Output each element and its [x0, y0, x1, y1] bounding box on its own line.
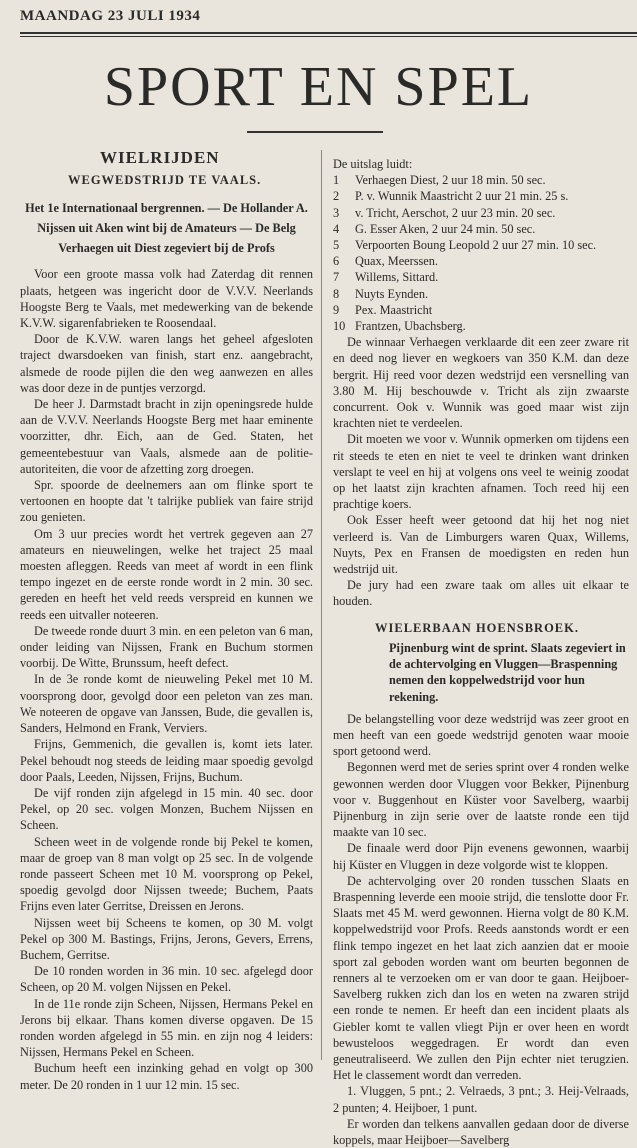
- result-rank: 3: [333, 205, 340, 220]
- results-intro: De uitslag luidt:: [333, 157, 413, 171]
- result-row: [333, 172, 629, 188]
- paragraph: De belangstelling voor deze wedstrijd was zeer groot en men heeft van een goede wedstrijd genoten waar mooie sport getoond werd.: [333, 711, 629, 759]
- results-list: [333, 172, 629, 334]
- paragraph: Buchum heeft een inzinking gehad en volgt op 300 meter. De 20 ronden in 1 uur 12 min. 15 sec.: [20, 1061, 313, 1092]
- header-rule: [20, 32, 637, 34]
- paragraph: 1. Vluggen, 5 pnt.; 2. Velraeds, 3 pnt.; 3. Heij-Velraads, 2 punten; 4. Heijboer, 1 punt.: [333, 1084, 629, 1115]
- paragraph: Spr. spoorde de deelnemers aan om flinke sport te vertoonen en hoopte dat 't talrijke publiek van faire strijd zou genieten.: [20, 478, 313, 525]
- paragraph: In de 3e ronde komt de nieuweling Pekel met 10 M. voorsprong door, gevolgd door een peleton van zes man. We noteeren de opgave van Janssen, Bude, die gevallen is, Sanders, Helmond en Frank, Verviers.: [20, 672, 313, 736]
- result-entry: Verhaegen Diest, 2 uur 18 min. 50 sec.: [355, 173, 546, 188]
- result-row: [333, 286, 629, 302]
- result-entry: Pex. Maastricht: [355, 302, 433, 317]
- paragraph: De jury had een zware taak om alles uit elkaar te houden.: [333, 578, 629, 609]
- paragraph: Ook Esser heeft weer getoond dat hij het nog niet verleerd is. Van de Limburgers waren Quax, Willems, Nuyts, Pex en Fransen de moedigsten en reden hun wedstrijd uit.: [333, 513, 629, 577]
- paragraph: Er worden dan telkens aanvallen gedaan door de diverse koppels, maar Heijboer—Savelberg: [333, 1116, 629, 1147]
- result-rank: 5: [333, 238, 340, 253]
- section-masthead: SPORT EN SPEL: [103, 56, 534, 118]
- paragraph: In de 11e ronde zijn Scheen, Nijssen, Hermans Pekel en Jerons bij elkaar. Thans komen diverse opgaven. De 15 ronden worden afgelegd in 55 min. en zijn nog 4 leiders: Nijssen, Hermans Pekel en Scheen.: [20, 996, 313, 1060]
- newspaper-dateline: MAANDAG 23 JULI 1934: [20, 8, 201, 24]
- paragraph: Nijssen weet bij Scheens te komen, op 30 M. volgt Pekel op 300 M. Bastings, Frijns, Jerons, Gevers, Errens, Buchem, Gerritse.: [20, 915, 313, 962]
- result-rank: 6: [333, 254, 340, 269]
- paragraph: Begonnen werd met de series sprint over 4 ronden welke gewonnen werden door Vluggen voor Bekker, Pijnenburg voor v. Buggenhout en Küster voor Savelberg, waarbij Pijnenburg in zijn serie over de laatste ronde een tijd maakte van 10 sec.: [333, 760, 629, 840]
- result-row: [333, 221, 629, 237]
- article-body: [20, 266, 313, 1092]
- result-entry: Nuyts Eynden.: [355, 286, 429, 301]
- result-entry: Quax, Meerssen.: [355, 254, 438, 269]
- result-rank: 8: [333, 286, 340, 301]
- article-body-2: [333, 711, 629, 1148]
- paragraph: De achtervolging over 20 ronden tusschen Slaats en Braspenning leverde een mooie strijd, die tenslotte door Fr. Slaats met 45 M. werd gewonnen. Hierna volgt de 80 K.M. koppelwedstrijd voor Profs. Reeds aanstonds wordt er een flink tempo ingezet en het laat zich aanzien dat er mooie sport zal geboden worden want om beurten begonnen de renners al te verzoeken om er van door te gaan. Heijboer-Savelberg rukken zich dan los en weten na zwaren strijd een ronde te nemen. Er heeft dan een incident plaats als Giebler komt te vallen vliegt Pijn er over heen en wordt bewusteloos weggedragen. Er wordt dan even geneutraliseerd. We zullen den Pijn echter niet terugzien. Het le classement wordt dan verreden.: [333, 873, 629, 1083]
- result-entry: Frantzen, Ubachsberg.: [355, 319, 466, 334]
- result-rank: 10: [333, 319, 346, 334]
- paragraph: De winnaar Verhaegen verklaarde dit een zeer zware rit en deed nog liever en wegkoers van 350 K.M. dan deze bergrit. Hij reed voor dezen wedstrijd een versnelling van 3.80 M. Hij beschouwde v. Tricht als zijn zwaarste concurrent. Ook v. Wunnik was goed maar wist zijn krachten niet te verdeelen.: [333, 335, 629, 431]
- paragraph: Om 3 uur precies wordt het vertrek gegeven aan 27 amateurs en nieuwelingen, welke het traject 25 maal moesten afleggen. Reeds van meet af wordt in een flink tempo ingezet en de eerste ronde wordt in 2 min. 30 sec. gereden en heeft het veld reeds verspreid en kunnen we reeds een uitvaller noteeren.: [20, 526, 313, 622]
- paragraph: Frijns, Gemmenich, die gevallen is, komt iets later. Pekel behoudt nog steeds de leiding maar spoedig gevolgd door Paals, Leeden, Nijssen, Frijns, Buchum.: [20, 737, 313, 784]
- result-row: [333, 318, 629, 334]
- result-row: [333, 188, 629, 204]
- result-entry: P. v. Wunnik Maastricht 2 uur 21 min. 25 s.: [355, 189, 569, 204]
- result-row: [333, 237, 629, 253]
- result-row: [333, 253, 629, 269]
- result-entry: v. Tricht, Aerschot, 2 uur 23 min. 20 sec.: [355, 205, 556, 220]
- result-rank: 4: [333, 221, 340, 236]
- article-subheading: WEGWEDSTRIJD TE VAALS.: [68, 173, 262, 188]
- paragraph: Door de K.V.W. waren langs het geheel afgesloten traject dwarsdoeken van finish, start enz. aangebracht, alsmede de roode pijlen die den weg aanwezen en alles was door deze in de puntjes verzorgd.: [20, 332, 313, 395]
- result-rank: 1: [333, 173, 340, 188]
- article-heading: WIELRIJDEN: [100, 148, 220, 167]
- paragraph: De finaale werd door Pijn evenens gewonnen, waarbij hij Küster en Vluggen in deze volgorde wist te kloppen.: [333, 841, 629, 872]
- header-rule-thin: [20, 36, 637, 37]
- result-rank: 7: [333, 270, 340, 285]
- paragraph: De heer J. Darmstadt bracht in zijn openingsrede hulde aan de V.V.V. Neerlands Hoogste Berg met haar eminente voorzitter, dhr. Eich, aan de Ged. Staten, het gemeentebestuur van Vaals, alsmede aan de politie-autoriteiten, die voor de afzetting zorg droegen.: [20, 397, 313, 476]
- article-heading-2: WIELERBAAN HOENSBROEK.: [375, 620, 579, 635]
- result-row: [333, 269, 629, 285]
- article-body-right: [333, 334, 629, 609]
- column-divider: [321, 150, 322, 1060]
- result-entry: Verpoorten Boung Leopold 2 uur 27 min. 10 sec.: [355, 238, 597, 253]
- result-rank: 9: [333, 302, 340, 317]
- paragraph: De vijf ronden zijn afgelegd in 15 min. 40 sec. door Pekel, op 20 sec. volgen Monzen, Buchem Nijssen en Scheen.: [20, 785, 313, 833]
- paragraph: De tweede ronde duurt 3 min. en een peleton van 6 man, onder leiding van Nijssen, Frank en Buchum stormen voorbij. De Witte, Brunssum, heeft defect.: [20, 623, 313, 671]
- article-deck: Het 1e Internationaal bergrennen. — De Hollander A. Nijssen uit Aken wint bij de Amateurs — De Belg Verhaegen uit Diest zegeviert bij de Profs: [25, 201, 308, 256]
- paragraph: De 10 ronden worden in 36 min. 10 sec. afgelegd door Scheen, op 20 M. volgen Nijssen en Pekel.: [20, 964, 313, 995]
- result-entry: Willems, Sittard.: [355, 270, 439, 285]
- paragraph: Dit moeten we voor v. Wunnik opmerken om tijdens een rit steeds te eten en niet te veel te drinken want drinken verslapt te veel en hij at volgens ons veel te weinig zoodat op het laatst zijn krachten afnamen. Toch reed hij een prachtige koers.: [333, 432, 629, 512]
- result-entry: G. Esser Aken, 2 uur 24 min. 50 sec.: [355, 221, 536, 236]
- article-deck-2: Pijnenburg wint de sprint. Slaats zegeviert in de achtervolging en Vluggen—Braspenning nemen den koppelwedstrijd voor hun rekening.: [389, 640, 626, 704]
- result-rank: 2: [333, 189, 340, 204]
- paragraph: Scheen weet in de volgende ronde bij Pekel te komen, maar de groep van 8 man volgt op 25 sec. In de volgende ronde passeert Scheen met 10 M. voorsprong op Pekel, spoedig gevolgd door Nijssen tweede; Buchem, Paats Frijns even later Gerritse, Dreissen en Jerons.: [20, 834, 313, 914]
- result-row: [333, 302, 629, 318]
- right-column: [333, 156, 629, 1148]
- result-row: [333, 205, 629, 221]
- left-column: [20, 148, 313, 1093]
- masthead-rule: [247, 131, 383, 133]
- paragraph: Voor een groote massa volk had Zaterdag dit rennen plaats, hetgeen was ingericht door de V.V.V. Neerlands Hoogste Berg te Vaals, met medewerking van de bekende K.V.W. sigarenfabrieken te Roosendaal.: [20, 267, 313, 331]
